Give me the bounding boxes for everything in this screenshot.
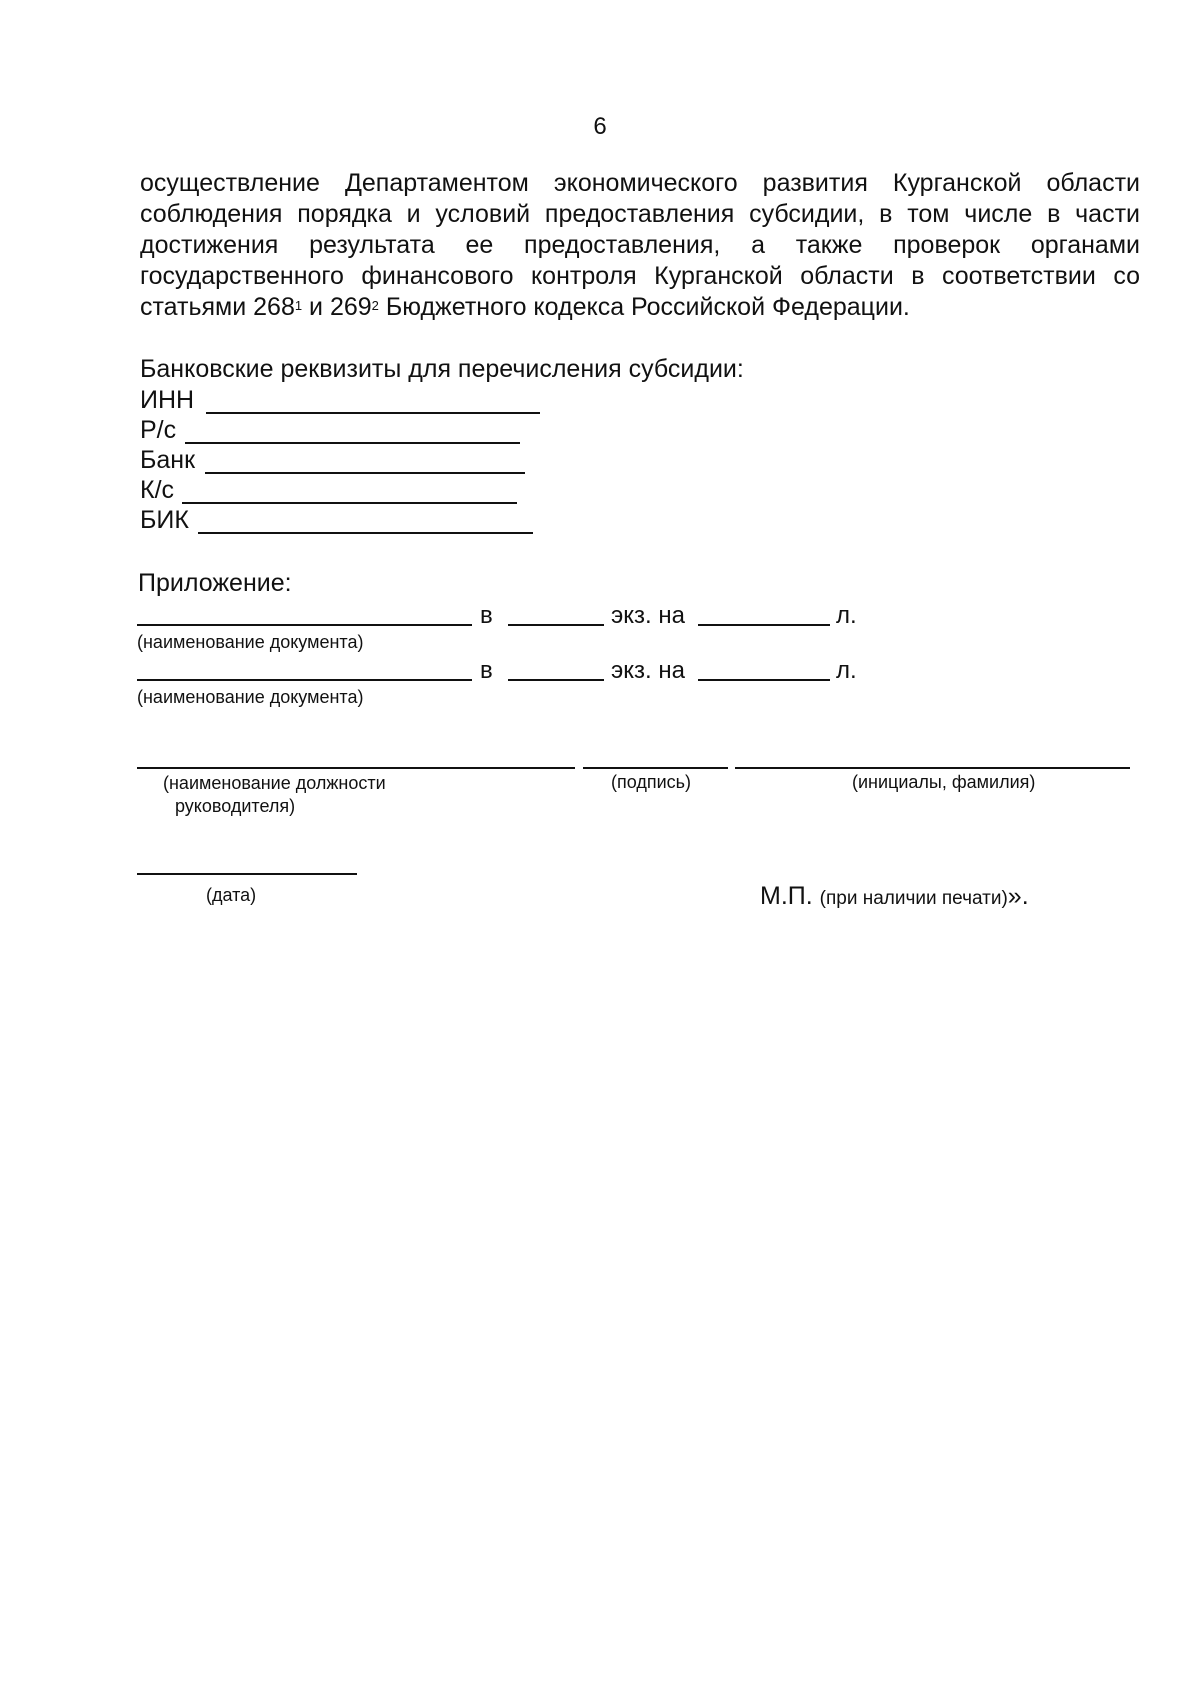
bik-field [140,506,189,537]
body-paragraph [140,168,1140,323]
date-caption: (дата) [206,885,257,905]
closing-quote: ». [1007,882,1029,910]
position-caption-line: (наименование должности [163,773,386,793]
page-number: 6 [593,113,607,140]
bik-blank-line[interactable] [198,532,533,534]
attachment-name-line[interactable] [137,624,472,626]
position-caption [163,772,386,818]
account-blank-line[interactable] [185,442,520,444]
bank-details-title: Банковские реквизиты для перечисления субсидии: [140,355,744,383]
attachment-caption: (наименование документа) [137,687,364,707]
bank-label: Банк [140,446,196,474]
stamp-label: М.П. [760,882,813,910]
attachment-name-line[interactable] [137,679,472,681]
paragraph-text: статьями 268 [140,293,295,321]
paragraph-text: и 269 [302,293,372,321]
bik-label: БИК [140,506,189,534]
attachment-sheets-line[interactable] [698,624,830,626]
stamp-note [760,882,1029,911]
inn-blank-line[interactable] [206,412,540,414]
position-signature-line[interactable] [137,767,575,769]
attachment-sheets-line[interactable] [698,679,830,681]
corr-account-label: К/с [140,476,175,504]
paragraph-line: государственного финансового контроля Курганской области в соответствии со [140,262,1140,290]
superscript: 2 [371,298,379,313]
attachment-copies-line[interactable] [508,624,604,626]
attachment-copies-line[interactable] [508,679,604,681]
signature-line[interactable] [583,767,728,769]
paragraph-text: Бюджетного кодекса Российской Федерации. [378,293,910,321]
name-caption: (инициалы, фамилия) [852,772,1036,792]
attachments-title: Приложение: [138,569,292,597]
attachment-in-label: в [480,602,493,629]
signature-caption: (подпись) [611,772,692,792]
position-caption-line: руководителя) [175,796,296,816]
paragraph-last-line [140,292,1140,323]
bank-blank-line[interactable] [205,472,525,474]
corr-account-blank-line[interactable] [182,502,517,504]
stamp-note-text: (при наличии печати) [819,888,1008,909]
attachment-caption: (наименование документа) [137,632,364,652]
attachment-sheets-label: л. [836,602,857,629]
corr-account-field [140,476,174,507]
date-line[interactable] [137,873,357,875]
account-label: Р/с [140,416,177,444]
name-signature-line[interactable] [735,767,1130,769]
attachment-copies-label: экз. на [611,602,685,629]
paragraph-line: соблюдения порядка и условий предоставления субсидии, в том числе в части [140,200,1140,228]
account-field [140,416,176,447]
attachment-sheets-label: л. [836,657,857,684]
attachment-in-label: в [480,657,493,684]
paragraph-line: достижения результата ее предоставления, а также проверок органами [140,231,1140,259]
bank-field [140,446,195,477]
superscript: 1 [294,298,303,313]
inn-field [140,386,194,417]
inn-label: ИНН [140,386,195,414]
paragraph-line: осуществление Департаментом экономического развития Курганской области [140,169,1140,197]
attachment-copies-label: экз. на [611,657,685,684]
